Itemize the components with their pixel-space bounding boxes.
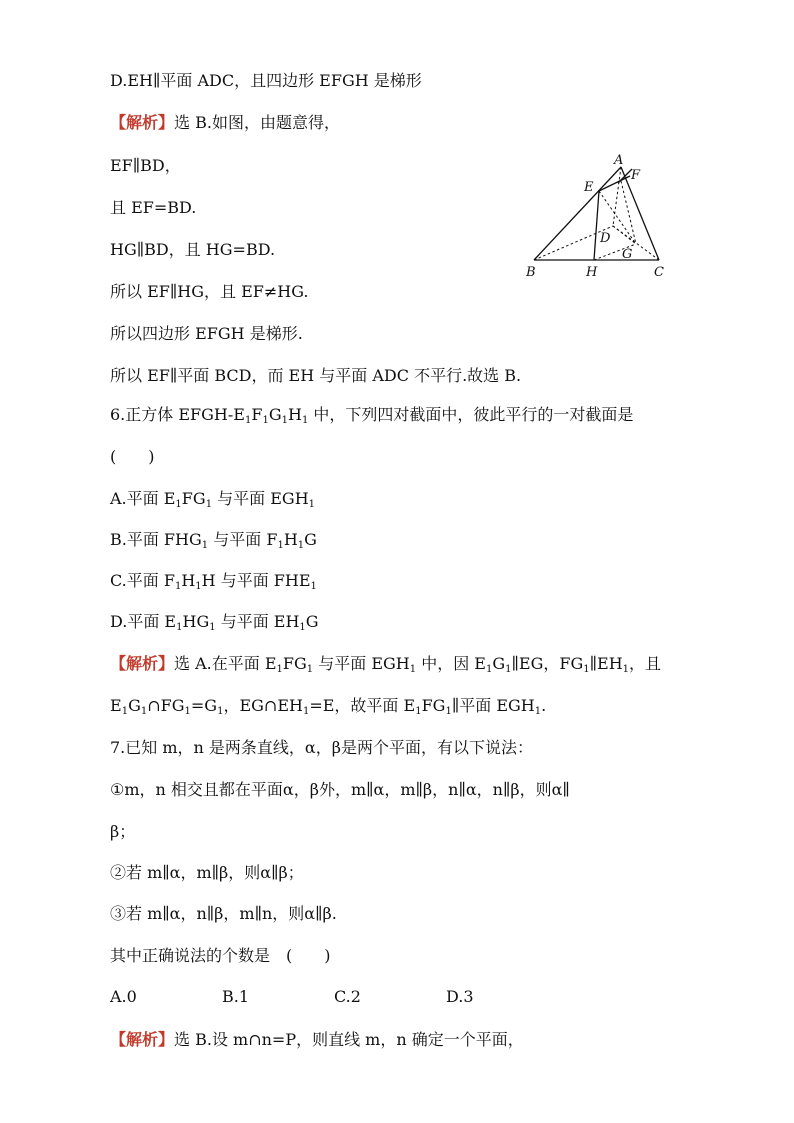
q6-analysis-line-2: $E_1G_1\cap FG_1=G_1$，$EG\cap EH_1=E$，故平面 $E_1FG_1\parallel$平面 $EGH_1$. <box>110 696 547 717</box>
q6-option-a: A.平面 $E_1FG_1$ 与平面 $EGH_1$ <box>110 489 316 510</box>
tetrahedron-figure <box>520 150 680 282</box>
analysis-tag: 【解析】 <box>110 113 175 132</box>
q7-analysis-text: 选 B.设 m∩n=P，则直线 m，n 确定一个平面， <box>174 1030 524 1049</box>
label-f: F <box>631 168 641 183</box>
q6-answer-paren: ( ) <box>110 447 155 466</box>
edge-ab <box>534 167 621 260</box>
q5-analysis-text: 选 B.如图，由题意得， <box>174 113 340 132</box>
q5-line-5: 所以四边形 EFGH 是梯形. <box>110 324 303 343</box>
q6-option-c: C.平面 $F_1H_1H$ 与平面 $FHE_1$ <box>110 571 317 592</box>
label-h: H <box>586 265 598 280</box>
q5-line-6: 所以 EF∥平面 BCD，而 EH 与平面 ADC 不平行.故选 B. <box>110 366 522 385</box>
edge-ef <box>599 176 630 191</box>
analysis-tag: 【解析】 <box>110 654 175 673</box>
q6-option-d: D.平面 $E_1HG_1$ 与平面 $EH_1G$ <box>110 612 319 633</box>
q6-stem: 6.正方体 EFGH-$E_1F_1G_1H_1$ 中，下列四对截面中，彼此平行的一对截面是 <box>110 405 634 426</box>
q7-option-a: A.0 <box>110 987 137 1006</box>
q5-analysis <box>110 112 340 134</box>
q7-question: 其中正确说法的个数是 ( ) <box>110 946 331 965</box>
q5-line-2: 且 EF=BD. <box>110 198 197 217</box>
label-d: D <box>600 231 611 246</box>
q5-line-4: 所以 EF∥HG，且 EF≠HG. <box>110 282 309 301</box>
q7-option-d: D.3 <box>446 987 474 1006</box>
q6-option-b: B.平面 $FHG_1$ 与平面 $F_1H_1G$ <box>110 530 317 551</box>
q7-statement-3: ③若 m∥α，n∥β，m∥n，则α∥β. <box>110 904 337 923</box>
label-e: E <box>584 180 594 195</box>
q7-analysis <box>110 1029 524 1051</box>
edge-eh <box>594 191 599 260</box>
edge-fg <box>621 181 636 244</box>
label-g: G <box>622 247 633 262</box>
q7-option-c: C.2 <box>334 987 361 1006</box>
edge-dg <box>613 226 636 244</box>
q7-statement-1-cont: β； <box>110 822 136 841</box>
label-b: B <box>526 265 536 280</box>
q7-stem: 7.已知 m，n 是两条直线，α，β是两个平面，有以下说法： <box>110 738 533 757</box>
label-c: C <box>654 265 664 280</box>
q5-line-1: EF∥BD， <box>110 156 181 175</box>
q7-option-b: B.1 <box>222 987 250 1006</box>
q7-statement-2: ②若 m∥α，m∥β，则α∥β； <box>110 863 304 882</box>
analysis-tag: 【解析】 <box>110 1030 175 1049</box>
q5-option-d: D.EH∥平面 ADC，且四边形 EFGH 是梯形 <box>110 71 422 90</box>
q6-analysis-line-1: 【解析】选 A.在平面 $E_1FG_1$ 与平面 $EGH_1$ 中，因 $E_1G_1\parallel EG$，$FG_1\parallel EH_1$，且 <box>110 654 662 675</box>
label-a: A <box>614 153 624 168</box>
q7-statement-1: ①m，n 相交且都在平面α，β外，m∥α，m∥β，n∥α，n∥β，则α∥ <box>110 780 570 799</box>
q5-line-3: HG∥BD，且 HG=BD. <box>110 240 276 259</box>
